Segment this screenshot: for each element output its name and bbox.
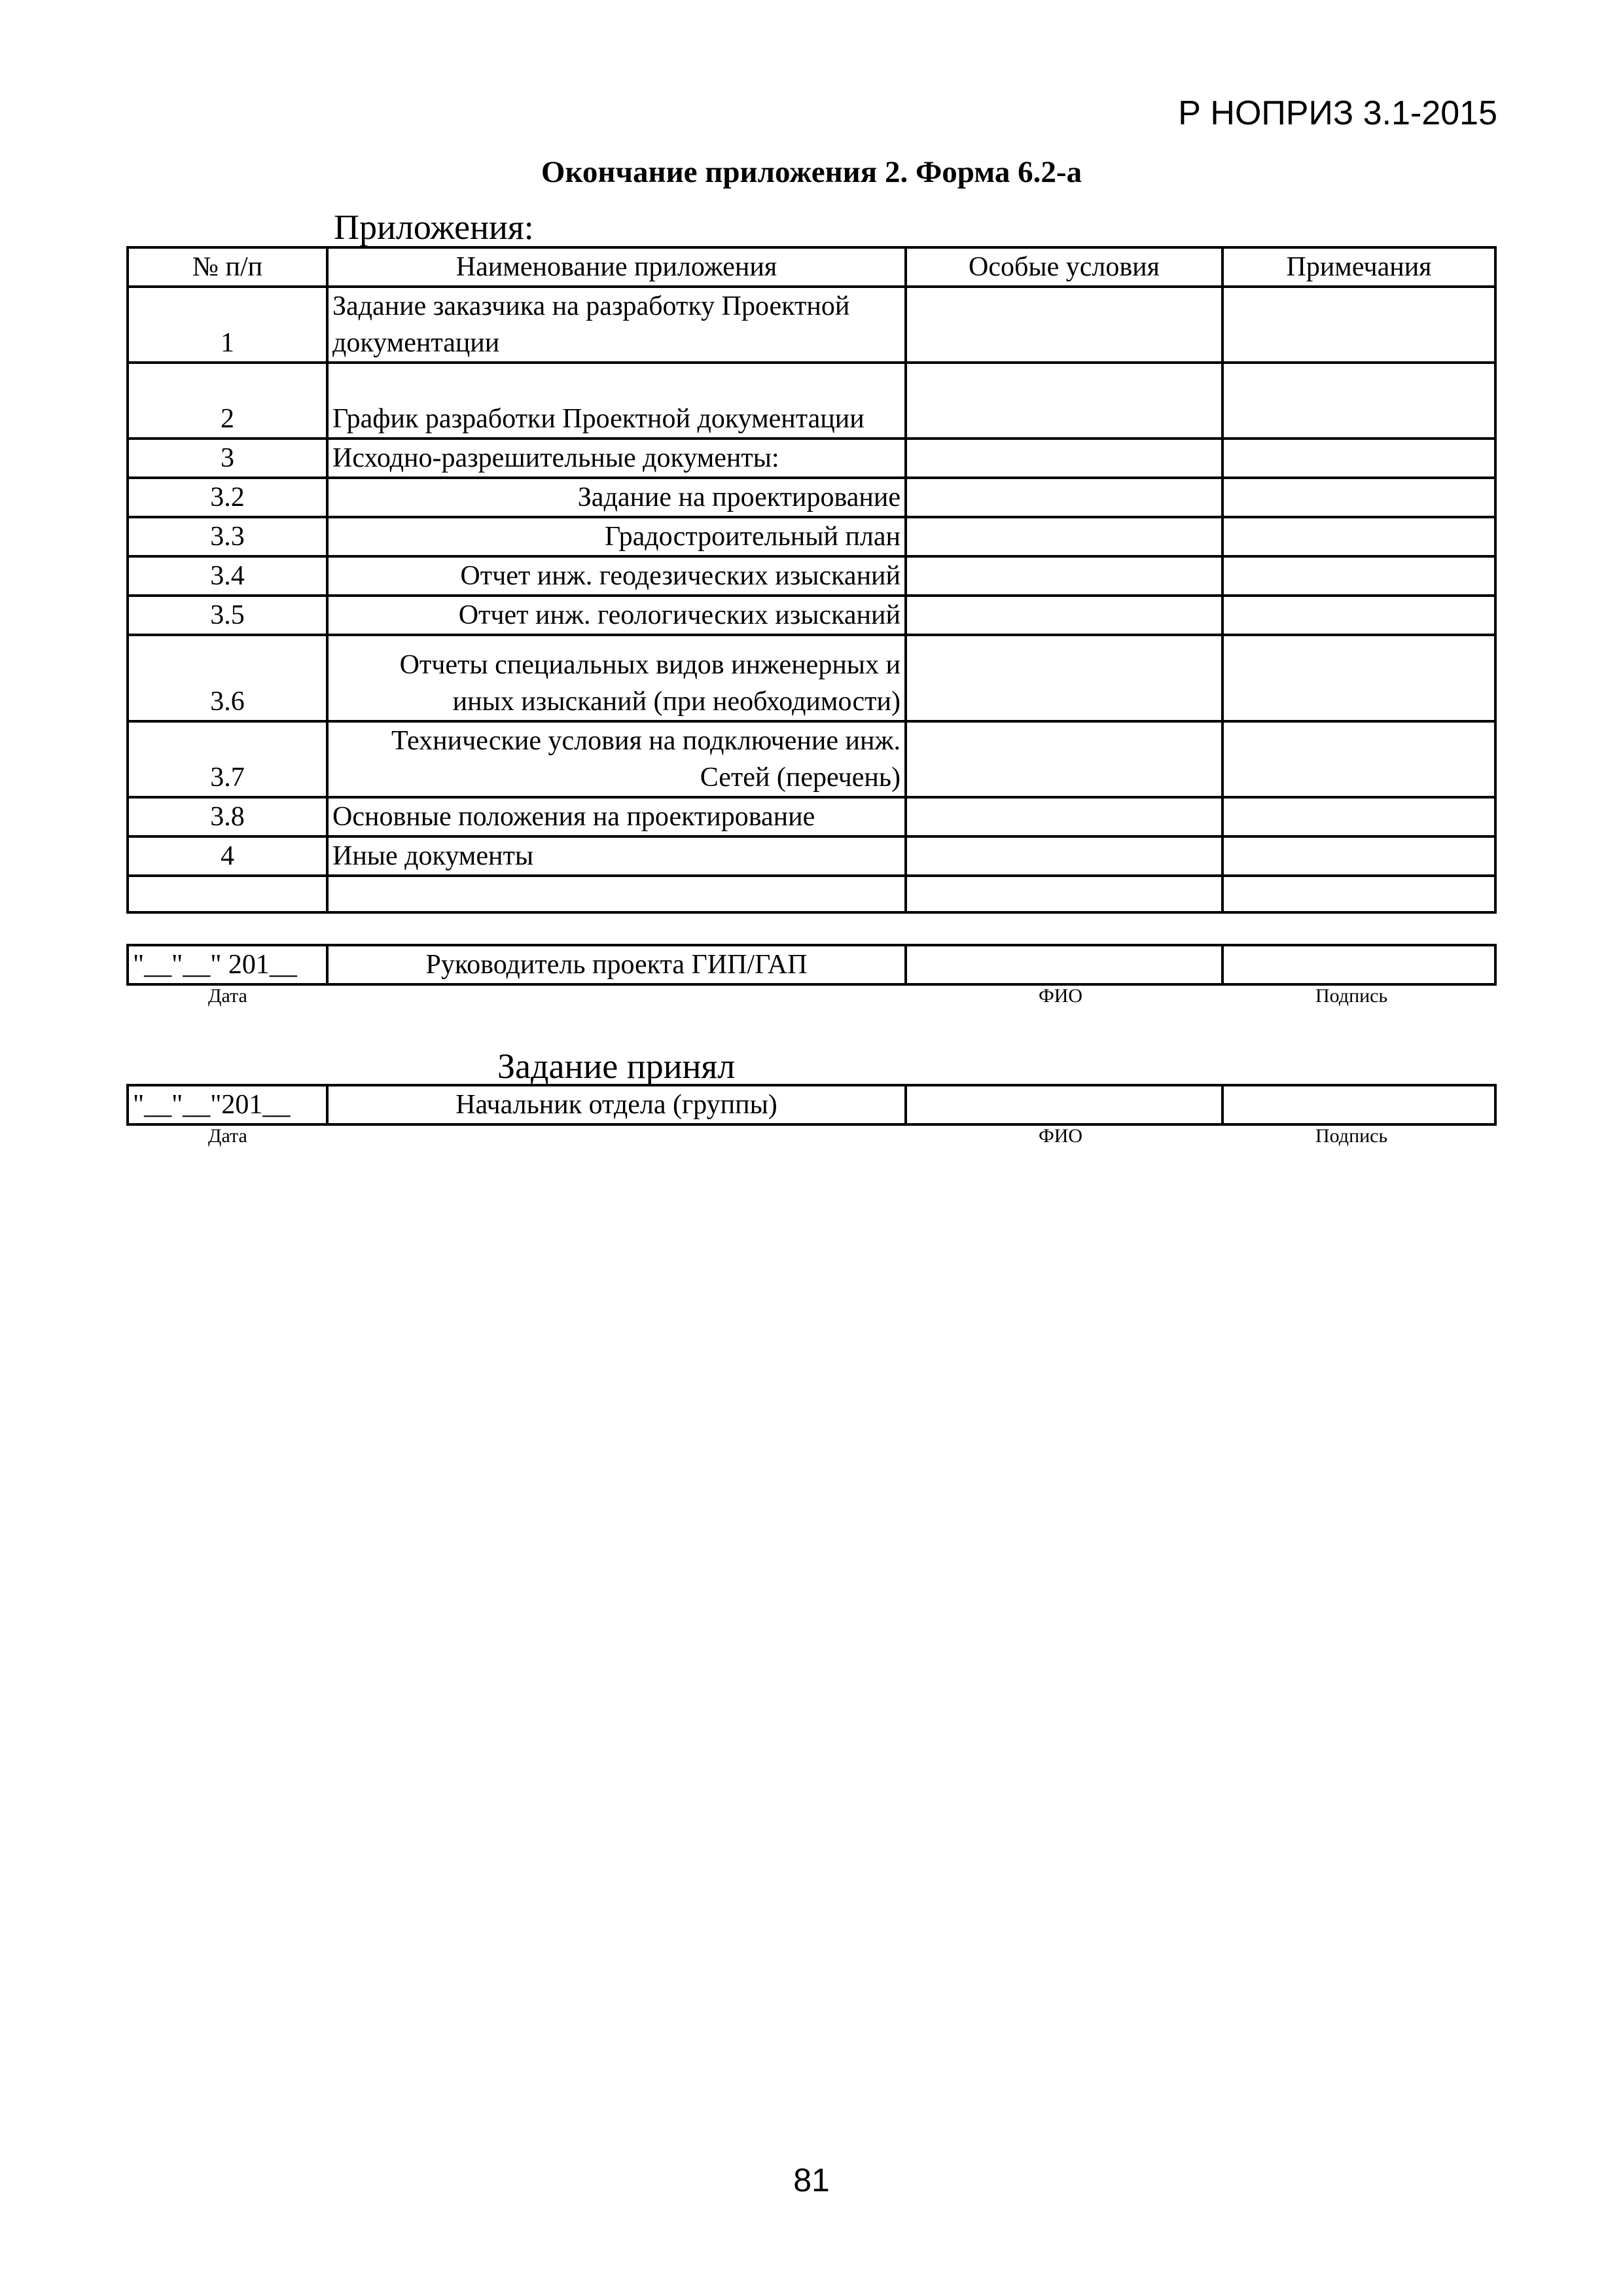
row-name: Задание на проектирование [327,478,906,517]
signature-field[interactable] [1222,945,1495,984]
row-name: Отчеты специальных видов инженерных и иных изысканий (при необходимости) [327,635,906,721]
row-notes-cell[interactable] [1222,635,1495,721]
fio-caption: ФИО [1039,1125,1083,1147]
row-name: Отчет инж. геодезических изысканий [327,556,906,596]
row-conditions-cell[interactable] [906,721,1222,797]
row-conditions-cell[interactable] [906,876,1222,912]
row-conditions-cell[interactable] [906,363,1222,439]
accepted-heading: Задание принял [497,1047,736,1086]
table-row [128,478,1495,517]
table-row [128,596,1495,635]
row-notes-cell[interactable] [1222,876,1495,912]
table-row [128,363,1495,439]
fio-field[interactable] [906,945,1222,984]
row-conditions-cell[interactable] [906,287,1222,363]
form-title: Окончание приложения 2. Форма 6.2-а [541,155,1082,189]
table-header-row [128,247,1495,287]
table-row [128,635,1495,721]
date-caption: Дата [208,985,247,1007]
row-conditions-cell[interactable] [906,596,1222,635]
row-number: 3 [128,439,327,478]
document-code: Р НОПРИЗ 3.1-2015 [1178,94,1497,132]
row-number: 3.8 [128,797,327,836]
attachments-table [126,246,1497,914]
row-number: 3.2 [128,478,327,517]
fio-caption: ФИО [1039,985,1083,1007]
fio-field[interactable] [906,1085,1222,1124]
date-field[interactable]: "__"__"201__ [128,1085,327,1124]
row-name: Основные положения на проектирование [327,797,906,836]
table-row [128,876,1495,912]
page-number: 81 [793,2162,830,2198]
attachments-heading: Приложения: [334,207,534,247]
row-conditions-cell[interactable] [906,836,1222,876]
row-name: Градостроительный план [327,517,906,556]
date-field[interactable]: "__"__" 201__ [128,945,327,984]
row-conditions-cell[interactable] [906,517,1222,556]
project-lead-signature-table [126,944,1497,986]
role-label: Начальник отдела (группы) [327,1085,906,1124]
row-conditions-cell[interactable] [906,635,1222,721]
table-row [128,836,1495,876]
row-notes-cell[interactable] [1222,721,1495,797]
column-header-name: Наименование приложения [327,247,906,287]
row-notes-cell[interactable] [1222,363,1495,439]
row-number: 3.5 [128,596,327,635]
row-notes-cell[interactable] [1222,517,1495,556]
signature-field[interactable] [1222,1085,1495,1124]
row-number: 3.3 [128,517,327,556]
row-conditions-cell[interactable] [906,478,1222,517]
row-notes-cell[interactable] [1222,556,1495,596]
department-head-signature-table [126,1084,1497,1126]
row-number: 1 [128,287,327,363]
table-row [128,797,1495,836]
row-name: Технические условия на подключение инж. Сетей (перечень) [327,721,906,797]
row-number: 3.4 [128,556,327,596]
row-name: График разработки Проектной документации [327,363,906,439]
date-caption: Дата [208,1125,247,1147]
row-number: 2 [128,363,327,439]
row-notes-cell[interactable] [1222,596,1495,635]
row-notes-cell[interactable] [1222,478,1495,517]
row-conditions-cell[interactable] [906,556,1222,596]
row-name[interactable] [327,876,906,912]
table-row [128,287,1495,363]
row-number[interactable] [128,876,327,912]
row-number: 4 [128,836,327,876]
row-notes-cell[interactable] [1222,287,1495,363]
row-number: 3.7 [128,721,327,797]
column-header-conditions: Особые условия [906,247,1222,287]
signature-row [128,945,1495,984]
row-name: Иные документы [327,836,906,876]
row-number: 3.6 [128,635,327,721]
row-notes-cell[interactable] [1222,439,1495,478]
row-notes-cell[interactable] [1222,797,1495,836]
role-label: Руководитель проекта ГИП/ГАП [327,945,906,984]
row-notes-cell[interactable] [1222,836,1495,876]
signature-caption: Подпись [1315,1125,1388,1147]
row-name: Отчет инж. геологических изысканий [327,596,906,635]
row-conditions-cell[interactable] [906,797,1222,836]
table-row [128,517,1495,556]
table-row [128,721,1495,797]
row-name: Задание заказчика на разработку Проектной документации [327,287,906,363]
row-conditions-cell[interactable] [906,439,1222,478]
row-name: Исходно-разрешительные документы: [327,439,906,478]
signature-row [128,1085,1495,1124]
table-row [128,556,1495,596]
column-header-notes: Примечания [1222,247,1495,287]
table-row [128,439,1495,478]
signature-caption: Подпись [1315,985,1388,1007]
column-header-number: № п/п [128,247,327,287]
